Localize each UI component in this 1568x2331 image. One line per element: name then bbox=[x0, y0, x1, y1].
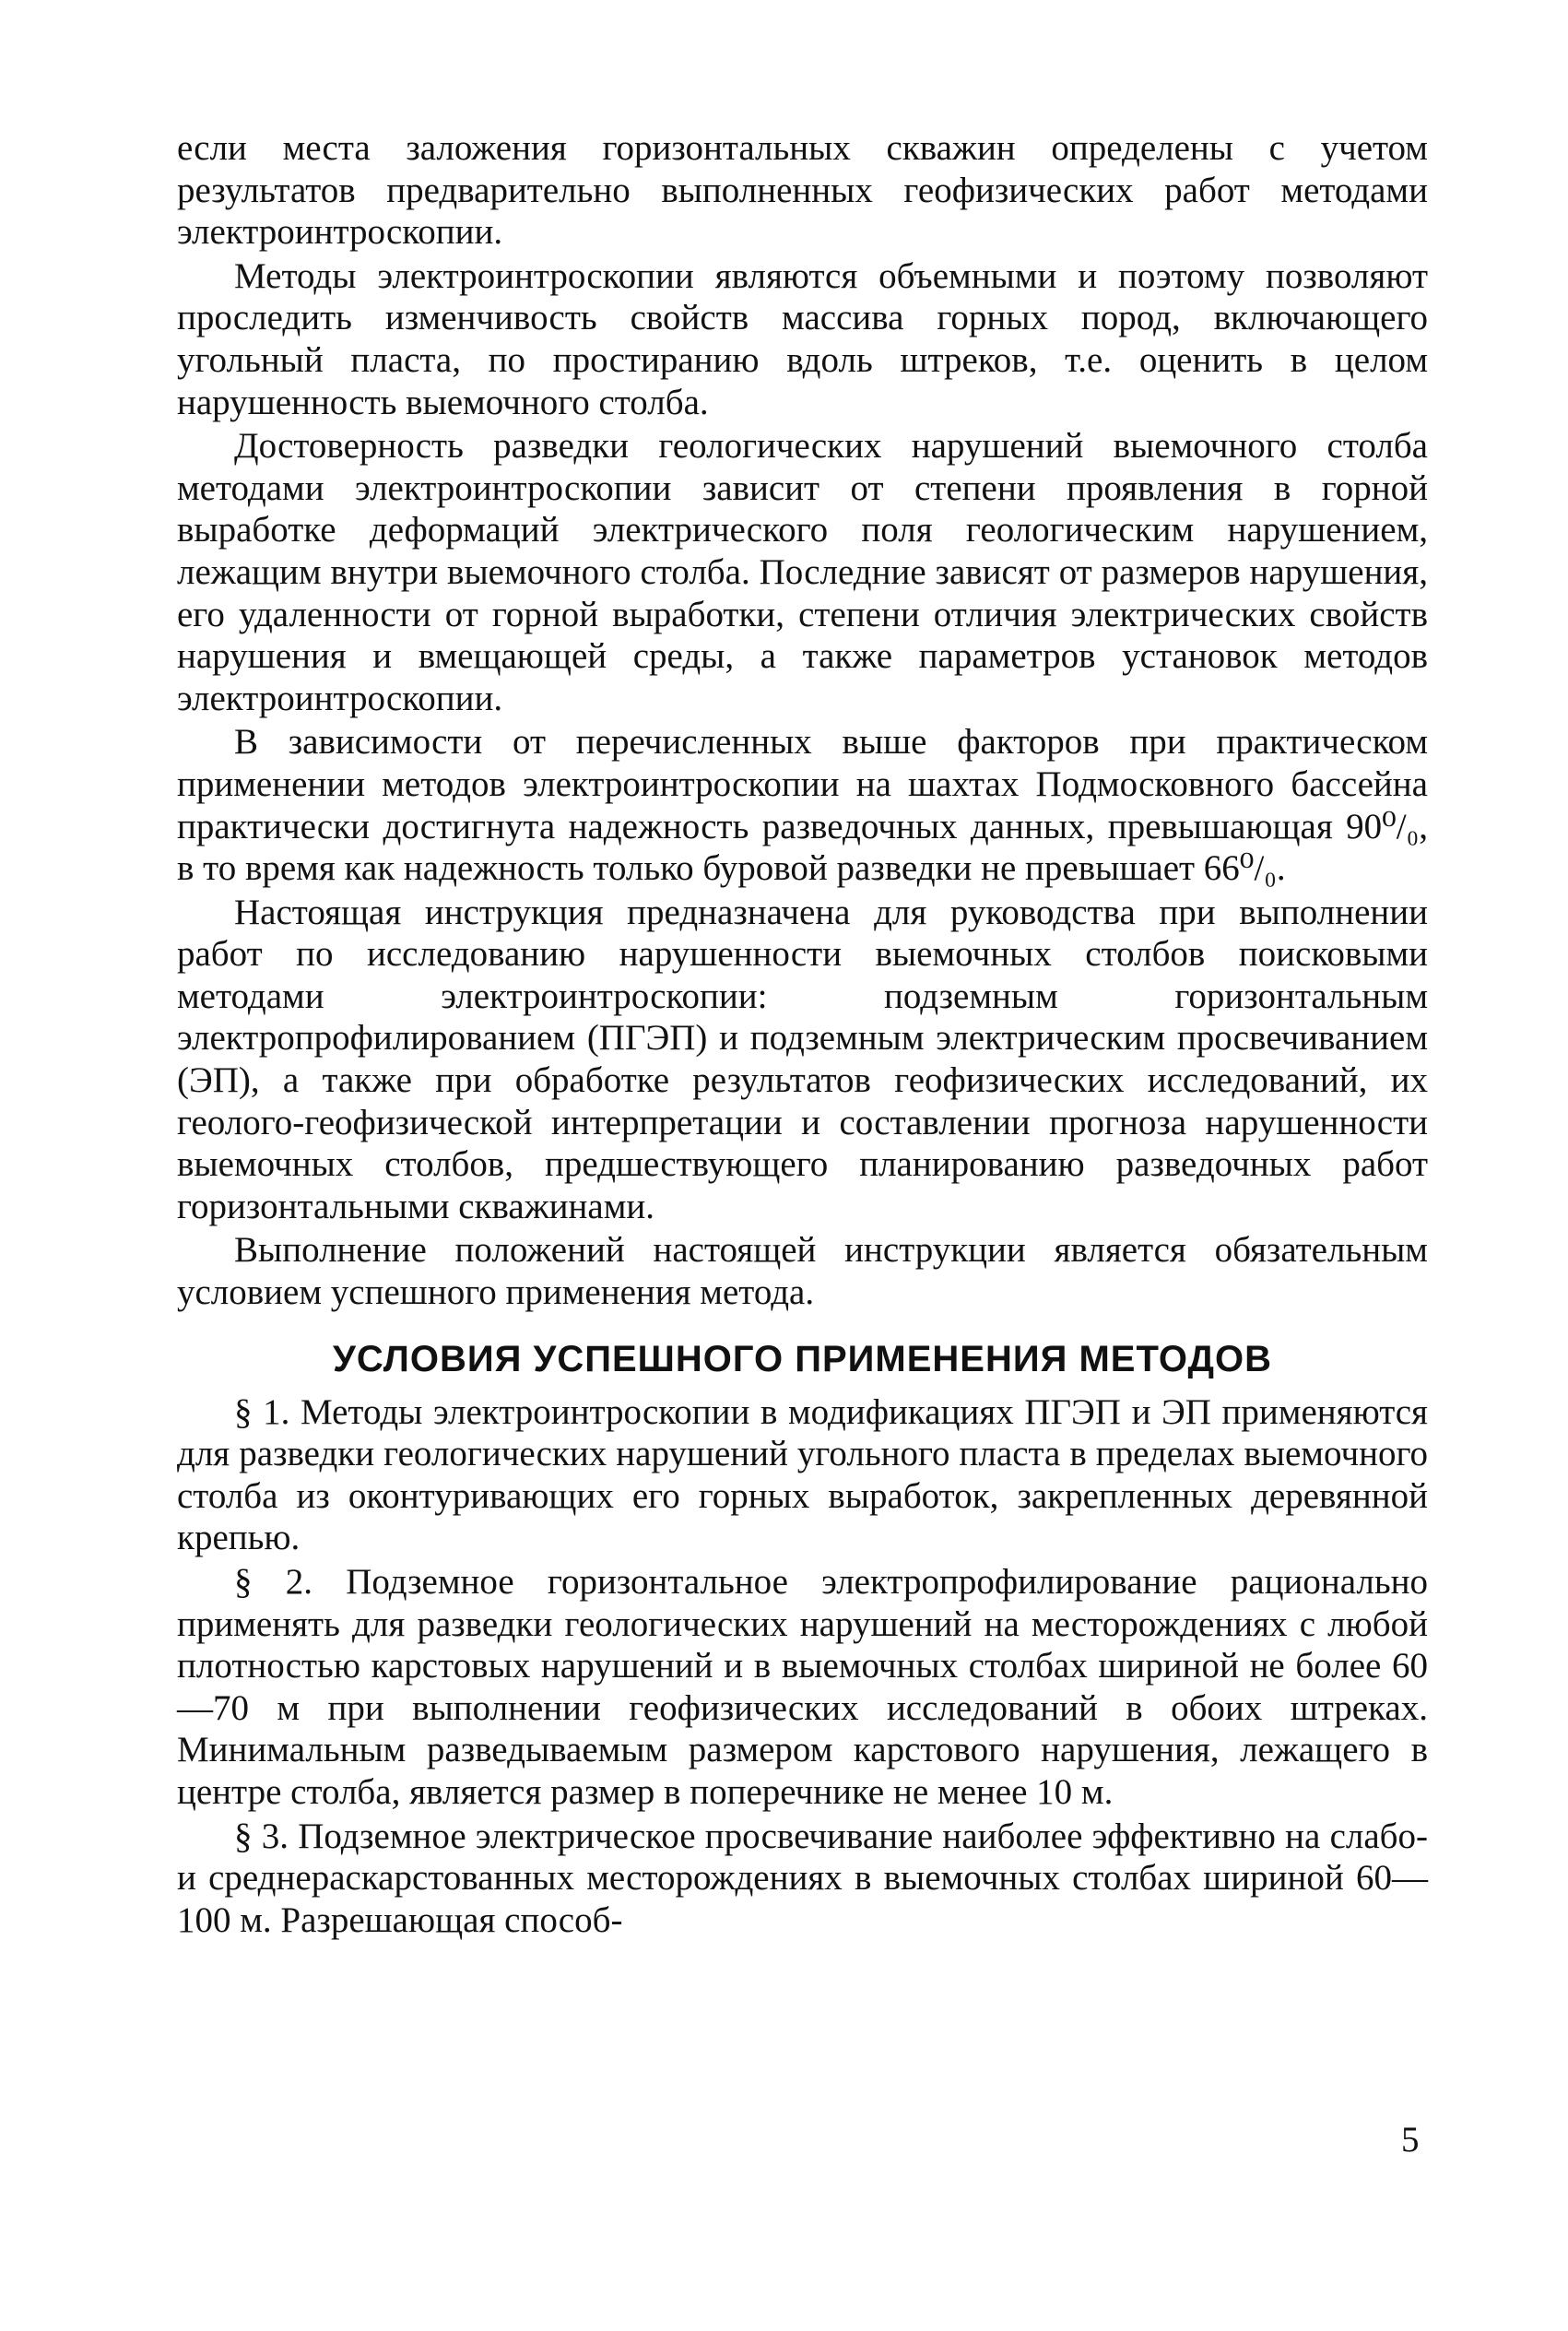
page-number: 5 bbox=[1401, 2120, 1420, 2159]
paragraph-section-1: § 1. Методы электроинтроскопии в модификациях ПГЭП и ЭП применяются для разведки геологических нарушений угольного пласта в пределах выемочного столба из оконтуривающих его горных выработок, закрепленных деревянной крепью. bbox=[177, 1391, 1428, 1558]
paragraph-methods-volume: Методы электроинтроскопии являются объемными и поэтому позволяют проследить изменчивость свойств массива горных пород, включающего угольный пласта, по простиранию вдоль штреков, т.е. оценить в целом нарушенность выемочного столба. bbox=[177, 255, 1428, 422]
text-column bbox=[177, 127, 1428, 1943]
paragraph-reliability: Достоверность разведки геологических нарушений выемочного столба методами электроинтроскопии зависит от степени проявления в горной выработке деформаций электрического поля геологическим нарушением, лежащим внутри выемочного столба. Последние зависят от размеров нарушения, его удаленности от горной выработки, степени отличия электрических свойств нарушения и вмещающей среды, а также параметров установок методов электроинтроскопии. bbox=[177, 426, 1428, 718]
paragraph-section-2: § 2. Подземное горизонтальное электропрофилирование рационально применять для разведки геологических нарушений на месторождениях с любой плотностью карстовых нарушений и в выемочных столбах шириной не более 60—70 м при выполнении геофизических исследований в обоих штреках. Минимальным разведываемым размером карстового нарушения, лежащего в центре столба, является размер в поперечнике не менее 10 м. bbox=[177, 1562, 1428, 1812]
paragraph-mandatory: Выполнение положений настоящей инструкции является обязательным условием успешного применения метода. bbox=[177, 1230, 1428, 1313]
paragraph-instruction-purpose: Настоящая инструкция предназначена для руководства при выполнении работ по исследованию нарушенности выемочных столбов поисковыми методами электроинтроскопии: подземным горизонтальным электропрофилированием (ПГЭП) и подземным электрическим просвечиванием (ЭП), а также при обработке результатов геофизических исследований, их геолого-геофизической интерпретации и составлении прогноза нарушенности выемочных столбов, предшествующего планированию разведочных работ горизонтальными скважинами. bbox=[177, 892, 1428, 1226]
paragraph-section-3: § 3. Подземное электрическое просвечивание наиболее эффективно на слабо- и среднераскарстованных месторождениях в выемочных столбах шириной 60—100 м. Разрешающая способ- bbox=[177, 1816, 1428, 1940]
paragraph-continuation: если места заложения горизонтальных скважин определены с учетом результатов предварительно выполненных геофизических работ методами электроинтроскопии. bbox=[177, 128, 1428, 253]
paragraph-factors: В зависимости от перечисленных выше факторов при практическом применении методов электроинтроскопии на шахтах Подмосковного бассейна практически достигнута надежность разведочных данных, превышающая 90⁰/₀, в то время как надежность только буровой разведки не превышает 66⁰/₀. bbox=[177, 722, 1428, 889]
section-heading: УСЛОВИЯ УСПЕШНОГО ПРИМЕНЕНИЯ МЕТОДОВ bbox=[333, 1338, 1272, 1379]
